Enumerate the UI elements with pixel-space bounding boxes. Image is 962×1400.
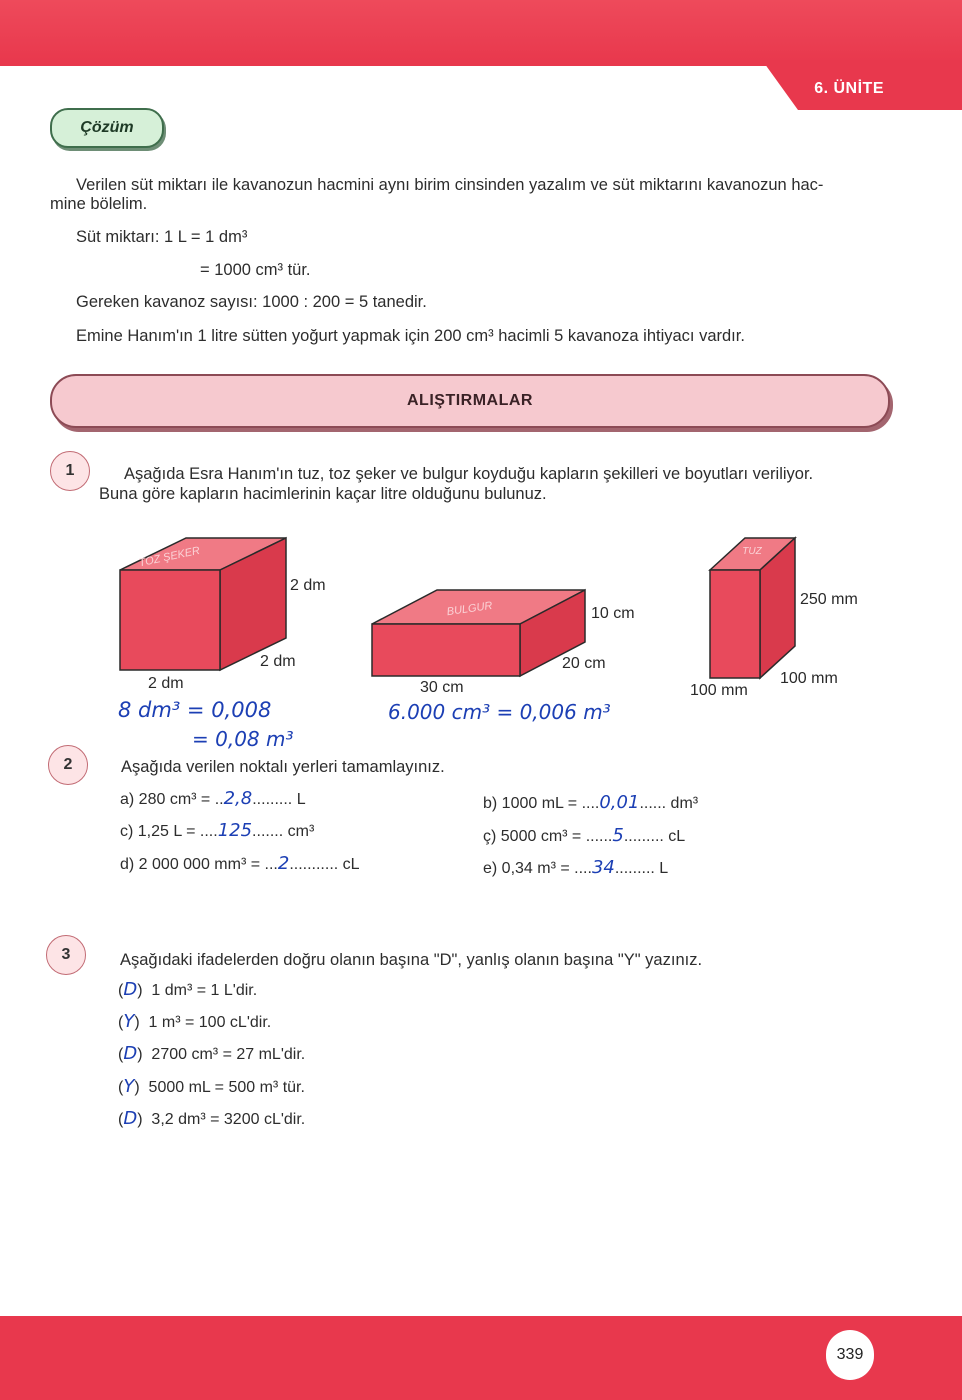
bottom-band — [0, 1316, 962, 1400]
q3-mark: Y — [123, 1011, 135, 1032]
q2-answer-b: 0,01 — [599, 792, 640, 813]
question-1-text: Aşağıda Esra Hanım'ın tuz, toz şeker ve bulgur koyduğu kapların şekilleri ve boyutları veriliyor. — [124, 465, 814, 483]
q2-answer-a: 2,8 — [223, 788, 253, 809]
q2-item-cc: ç) 5000 cm³ = ......5......... cL — [483, 825, 686, 846]
q2-item-d: d) 2 000 000 mm³ = ...2........... cL — [120, 853, 360, 874]
top-band — [0, 0, 962, 66]
jars-line: Gereken kavanoz sayısı: 1000 : 200 = 5 tanedir. — [76, 293, 427, 311]
q2-item-a: a) 280 cm³ = ..2,8......... L — [120, 788, 306, 809]
solution-intro-2: mine bölelim. — [50, 195, 148, 213]
question-1-number: 1 — [50, 451, 90, 491]
box2-depth: 20 cm — [562, 655, 606, 672]
solution-conclusion: Emine Hanım'ın 1 litre sütten yoğurt yapmak için 200 cm³ hacimli 5 kavanoza ihtiyacı vardır. — [76, 327, 745, 345]
solution-intro: Verilen süt miktarı ile kavanozun hacmini aynı birim cinsinden yazalım ve süt miktarını kavanozun hac- — [76, 176, 824, 194]
box2-tag: BULGUR — [446, 599, 494, 619]
handwritten-answer-2: 6.000 cm³ = 0,006 m³ — [388, 700, 611, 724]
question-2-number: 2 — [48, 745, 88, 785]
exercises-title: ALIŞTIRMALAR — [50, 374, 890, 428]
milk-line-2: = 1000 cm³ tür. — [200, 261, 311, 279]
box3-width: 100 mm — [690, 682, 748, 699]
solution-label: Çözüm — [50, 108, 164, 148]
question-2-text: Aşağıda verilen noktalı yerleri tamamlayınız. — [121, 758, 445, 776]
q2-answer-e: 34 — [591, 857, 615, 878]
box3-depth: 100 mm — [780, 670, 838, 687]
box1-width: 2 dm — [148, 675, 184, 692]
box1-depth: 2 dm — [260, 653, 296, 670]
q3-item: (D) 3,2 dm³ = 3200 cL'dir. — [118, 1108, 306, 1129]
box-bulgur — [372, 590, 635, 696]
box1-tag: TOZ ŞEKER — [137, 544, 202, 570]
q2-item-b: b) 1000 mL = ....0,01...... dm³ — [483, 792, 699, 813]
box1-height: 2 dm — [290, 577, 326, 594]
box-tuz — [690, 538, 858, 699]
handwritten-answer-1a: 8 dm³ = 0,008 — [118, 698, 272, 722]
handwritten-answer-1b: = 0,08 m³ — [192, 727, 294, 751]
q2-answer-cc: 5 — [612, 825, 624, 846]
q3-mark: D — [123, 979, 138, 1000]
q3-mark: Y — [123, 1076, 135, 1097]
q3-item: (Y) 1 m³ = 100 cL'dir. — [118, 1011, 272, 1032]
question-3-number: 3 — [46, 935, 86, 975]
box3-height: 250 mm — [800, 591, 858, 608]
question-3-text: Aşağıdaki ifadelerden doğru olanın başına "D", yanlış olanın başına "Y" yazınız. — [120, 951, 703, 969]
box2-height: 10 cm — [591, 605, 635, 622]
q3-mark: D — [123, 1108, 138, 1129]
box2-width: 30 cm — [420, 679, 464, 696]
q3-item: (D) 2700 cm³ = 27 mL'dir. — [118, 1043, 306, 1064]
page-number: 339 — [826, 1330, 874, 1380]
q2-answer-d: 2 — [277, 853, 290, 874]
q3-mark: D — [123, 1043, 138, 1064]
q2-item-e: e) 0,34 m³ = ....34......... L — [483, 857, 669, 878]
milk-line-1: Süt miktarı: 1 L = 1 dm³ — [76, 228, 248, 246]
box-toz-seker — [120, 538, 326, 692]
unit-label: 6. ÜNİTE — [814, 80, 884, 97]
q3-item: (Y) 5000 mL = 500 m³ tür. — [118, 1076, 305, 1097]
question-1-text-2: Buna göre kapların hacimlerinin kaçar litre olduğunu bulunuz. — [99, 485, 547, 503]
q2-item-c: c) 1,25 L = ....125....... cm³ — [120, 820, 315, 841]
box3-tag: TUZ — [742, 546, 762, 557]
q2-answer-c: 125 — [217, 820, 253, 841]
q3-item: (D) 1 dm³ = 1 L'dir. — [118, 979, 258, 1000]
